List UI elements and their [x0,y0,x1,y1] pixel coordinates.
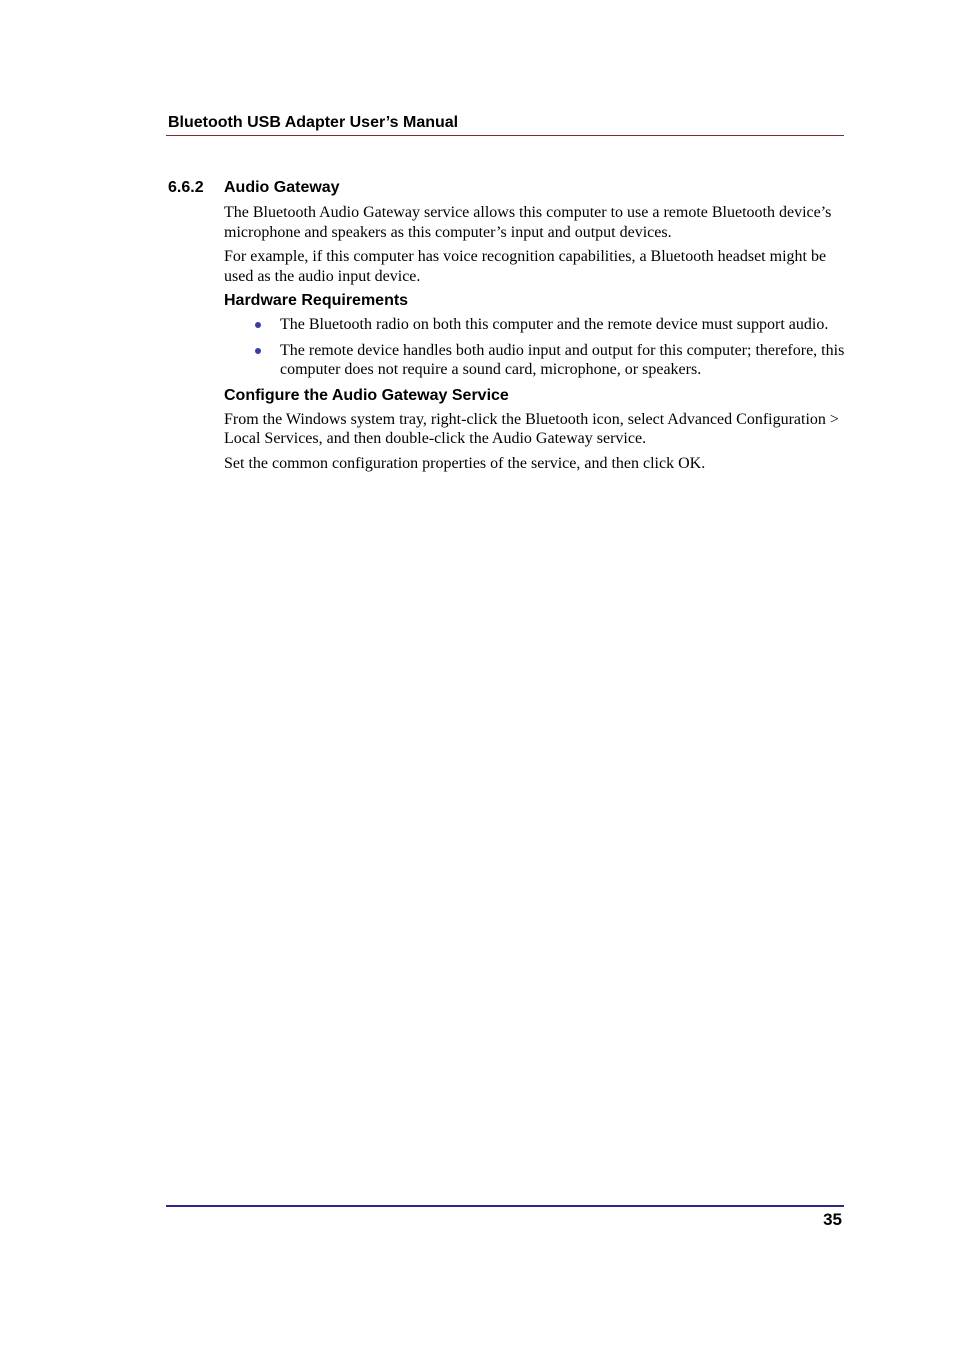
list-item-text: The Bluetooth radio on both this computer and the remote device must support audio. [280,316,829,333]
list-item [224,315,846,335]
footer-rule [166,1205,844,1207]
header-rule [166,135,844,136]
intro-paragraph-1: The Bluetooth Audio Gateway service allows this computer to use a remote Bluetooth device’s microphone and speakers as this computer’s input and output devices. [224,204,832,241]
section-number: 6.6.2 [168,179,204,196]
section-content [224,203,846,478]
bullet-dot-icon [255,348,261,354]
bullet-dot-icon [255,322,261,328]
list-item [224,341,846,380]
section-title: Audio Gateway [224,179,340,196]
hardware-requirements-list [224,315,846,380]
configure-paragraph-1: From the Windows system tray, right-click the Bluetooth icon, select Advanced Configuration > Local Services, and then double-click the Audio Gateway service. [224,410,839,447]
intro-paragraph-2: For example, if this computer has voice recognition capabilities, a Bluetooth headset might be used as the audio input device. [224,248,827,285]
configure-service-heading: Configure the Audio Gateway Service [224,386,509,404]
page-number: 35 [823,1210,842,1229]
configure-paragraph-2: Set the common configuration properties of the service, and then click OK. [224,454,706,472]
list-item-text: The remote device handles both audio input and output for this computer; therefore, this computer does not require a sound card, microphone, or speakers. [280,341,845,378]
hardware-requirements-heading: Hardware Requirements [224,292,409,309]
page-header-title: Bluetooth USB Adapter User’s Manual [168,114,459,131]
